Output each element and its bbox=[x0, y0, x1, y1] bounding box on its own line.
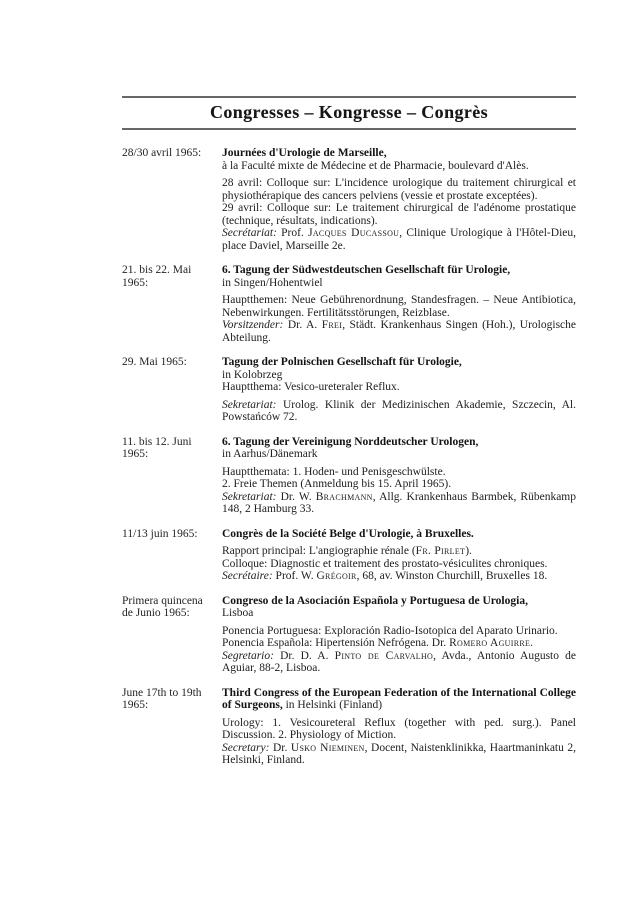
entry-paragraph bbox=[222, 277, 576, 290]
entry-paragraph bbox=[222, 528, 576, 541]
header-rule-top bbox=[122, 96, 576, 98]
entry-date bbox=[122, 595, 222, 675]
text-segment: Journées d'Urologie de Marseille, bbox=[222, 147, 387, 159]
text-segment: , 68, av. Winston Churchill, Bruxelles 18. bbox=[356, 570, 548, 582]
entry-paragraph bbox=[222, 160, 576, 173]
text-segment: , Städt. Krankenhaus Singen (Hoh.), Urologische Abteilung. bbox=[222, 319, 577, 344]
text-segment: Hauptthemata: 1. Hoden- und Penisgeschwülste. bbox=[222, 465, 446, 478]
header-rule-bottom bbox=[122, 128, 576, 130]
text-segment: Lisboa bbox=[222, 607, 254, 619]
entry-date bbox=[122, 687, 222, 767]
text-segment: Pinto de Carvalho bbox=[334, 649, 434, 662]
entry-date-line: 11/13 juin 1965: bbox=[122, 527, 198, 540]
text-segment: Sekretariat: bbox=[222, 490, 277, 503]
entry-paragraph bbox=[222, 202, 576, 227]
entry-paragraph bbox=[222, 177, 576, 202]
entry-date bbox=[122, 436, 222, 516]
entry-date-line: 1965: bbox=[122, 699, 149, 711]
congress-entry bbox=[122, 687, 576, 767]
text-segment: Vorsitzender: bbox=[222, 319, 284, 331]
congress-entry bbox=[122, 595, 576, 675]
text-segment: in Kolobrzeg bbox=[222, 368, 283, 381]
entry-paragraph bbox=[222, 625, 576, 638]
text-segment: Urolog. Klinik der Medizinischen Akademie, Szczecin, Al. Powstańców 72. bbox=[222, 398, 576, 423]
entry-paragraph bbox=[222, 436, 576, 449]
entry-body bbox=[222, 436, 576, 516]
text-segment: Frei bbox=[321, 319, 343, 331]
entry-date-line: 11. bis 12. Juni bbox=[122, 435, 192, 448]
text-segment: Secretary: bbox=[222, 741, 270, 754]
text-segment: Dr. W. bbox=[276, 490, 316, 503]
entry-paragraph bbox=[222, 607, 576, 620]
text-segment: Dr. bbox=[269, 741, 291, 754]
entry-date bbox=[122, 147, 222, 252]
entry-body bbox=[222, 528, 576, 583]
text-segment: Third Congress of the European Federation of the International College of Surgeons, bbox=[222, 686, 576, 711]
entry-paragraph bbox=[222, 570, 576, 583]
text-segment: , Avda., Antonio Augusto de Aguiar, 88-2, Lisboa. bbox=[222, 649, 576, 674]
entry-body bbox=[222, 595, 576, 675]
entry-paragraph bbox=[222, 369, 576, 382]
text-segment: Usko Nieminen bbox=[290, 741, 365, 754]
text-segment: Fr. Pirlet bbox=[415, 545, 466, 557]
entry-date bbox=[122, 528, 222, 583]
entry-paragraph bbox=[222, 227, 576, 252]
entry-date bbox=[122, 356, 222, 424]
text-segment: Dr. D. A. bbox=[273, 649, 335, 662]
page-header bbox=[122, 96, 576, 130]
text-segment: Ponencia Portuguesa: Exploración Radio-Isotopica del Aparato Urinario. bbox=[222, 624, 558, 637]
text-segment: in Aarhus/Dänemark bbox=[222, 448, 318, 460]
entry-paragraph bbox=[222, 381, 576, 394]
entry-date-line: 1965: bbox=[122, 448, 149, 460]
entry-paragraph bbox=[222, 637, 576, 650]
entry-paragraph bbox=[222, 466, 576, 479]
text-segment: , Clinique Urologique à l'Hôtel-Dieu, place Daviel, Marseille 2e. bbox=[222, 227, 576, 252]
text-segment: Congreso de la Asociación Española y Portuguesa de Urologia, bbox=[222, 594, 528, 607]
entry-date-line: June 17th to 19th bbox=[122, 686, 202, 699]
text-segment: Brachmann bbox=[315, 490, 373, 503]
text-segment: Romero Aguirre bbox=[449, 637, 531, 649]
entry-paragraph bbox=[222, 650, 576, 675]
entry-paragraph bbox=[222, 399, 576, 424]
text-segment: in Singen/Hohentwiel bbox=[222, 276, 323, 289]
entry-paragraph bbox=[222, 356, 576, 369]
text-segment: 6. Tagung der Vereinigung Norddeutscher Urologen, bbox=[222, 435, 479, 448]
entry-paragraph bbox=[222, 558, 576, 571]
text-segment: Prof. W. bbox=[272, 570, 317, 582]
text-segment: Dr. A. bbox=[283, 319, 322, 331]
entry-paragraph bbox=[222, 545, 576, 558]
entry-date-line: de Junio 1965: bbox=[122, 607, 190, 619]
text-segment: 2. Freie Themen (Anmeldung bis 15. April 1965). bbox=[222, 478, 452, 490]
entry-date-line: 1965: bbox=[122, 276, 149, 289]
entry-paragraph bbox=[222, 687, 576, 712]
entry-paragraph bbox=[222, 742, 576, 767]
text-segment: Jacques Ducassou bbox=[308, 227, 400, 239]
congress-entry bbox=[122, 436, 576, 516]
text-segment: Congrès de la Société Belge d'Urologie, à Bruxelles. bbox=[222, 527, 474, 540]
entry-date-line: 21. bis 22. Mai bbox=[122, 264, 192, 276]
text-segment: Hauptthema: Vesico-ureteraler Reflux. bbox=[222, 381, 400, 393]
entry-paragraph bbox=[222, 319, 576, 344]
text-segment: 28 avril: Colloque sur: L'incidence urologique du traitement chirurgical et physiothérapique des cancers pelviens (vessie et prostate exceptées). bbox=[222, 177, 576, 202]
entry-paragraph bbox=[222, 717, 576, 742]
entry-body bbox=[222, 356, 576, 424]
text-segment: 29 avril: Colloque sur: Le traitement chirurgical de l'adénome prostatique (technique, résultats, indications). bbox=[222, 202, 576, 227]
text-segment: Hauptthemen: Neue Gebührenordnung, Standesfragen. – Neue Antibiotica, Nebenwirkungen. Fertilitätsstörungen, Reizblase. bbox=[222, 294, 576, 319]
congress-list bbox=[122, 147, 576, 779]
text-segment: à la Faculté mixte de Médecine et de Pharmacie, boulevard d'Alès. bbox=[222, 159, 529, 172]
entry-date-line: Primera quincena bbox=[122, 594, 203, 607]
text-segment: Rapport principal: L'angiographie rénale ( bbox=[222, 545, 416, 557]
entry-body bbox=[222, 687, 576, 767]
text-segment: ). bbox=[465, 545, 472, 557]
text-segment: Tagung der Polnischen Gesellschaft für Urologie, bbox=[222, 356, 462, 368]
text-segment: Colloque: Diagnostic et traitement des prostato-vésiculites chroniques. bbox=[222, 557, 548, 570]
entry-paragraph bbox=[222, 294, 576, 319]
text-segment: Secrétariat: bbox=[222, 227, 277, 239]
entry-paragraph bbox=[222, 478, 576, 491]
text-segment: , Allg. Krankenhaus Barmbek, Rübenkamp 148, 2 Hamburg 33. bbox=[222, 490, 576, 515]
text-segment: in Helsinki (Finland) bbox=[282, 699, 383, 711]
text-segment: Ponencia Española: Hipertensión Nefrógena. Dr. bbox=[222, 637, 450, 649]
entry-paragraph bbox=[222, 448, 576, 461]
entry-paragraph bbox=[222, 264, 576, 277]
congress-entry bbox=[122, 528, 576, 583]
text-segment: Grégoir bbox=[316, 570, 357, 582]
text-segment: , Docent, Naistenklinikka, Haartmaninkatu 2, Helsinki, Finland. bbox=[222, 741, 576, 766]
entry-date bbox=[122, 264, 222, 344]
entry-paragraph bbox=[222, 595, 576, 608]
text-segment: Secrétaire: bbox=[222, 570, 273, 582]
congress-entry bbox=[122, 147, 576, 252]
page-title: Congresses – Kongresse – Congrès bbox=[209, 102, 489, 122]
text-segment: Segretario: bbox=[222, 649, 274, 662]
entry-body bbox=[222, 147, 576, 252]
entry-date-line: 29. Mai 1965: bbox=[122, 356, 187, 368]
text-segment: Urology: 1. Vesicoureteral Reflux (together with ped. surg.). Panel Discussion. 2. Physiology of Miction. bbox=[222, 716, 576, 741]
text-segment: Prof. bbox=[276, 227, 309, 239]
entry-paragraph bbox=[222, 147, 576, 160]
entry-date-line: 28/30 avril 1965: bbox=[122, 147, 202, 159]
congress-entry bbox=[122, 264, 576, 344]
text-segment: . bbox=[530, 637, 534, 649]
congress-entry bbox=[122, 356, 576, 424]
text-segment: Sekretariat: bbox=[222, 398, 277, 411]
entry-body bbox=[222, 264, 576, 344]
text-segment: 6. Tagung der Südwestdeutschen Gesellschaft für Urologie, bbox=[222, 264, 511, 276]
entry-paragraph bbox=[222, 491, 576, 516]
